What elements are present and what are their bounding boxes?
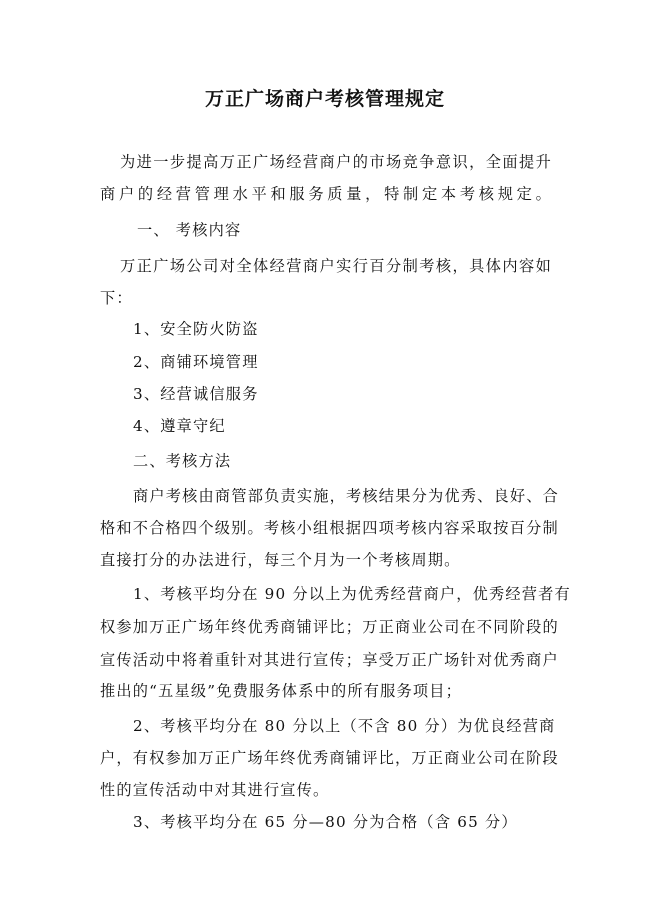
method-line-3: 直接打分的办法进行，每三个月为一个考核周期。 <box>100 551 461 569</box>
section-heading-method: 二、考核方法 <box>133 452 232 470</box>
rule-1-line-1: 1、考核平均分在 90 分以上为优秀经营商户，优秀经营者有 <box>133 585 571 603</box>
method-line-1: 商户考核由商管部负责实施，考核结果分为优秀、良好、合 <box>133 487 560 505</box>
list-item-3: 3、经营诚信服务 <box>133 385 259 403</box>
document-title: 万正广场商户考核管理规定 <box>204 88 445 110</box>
rule-1-line-4: 推出的“五星级”免费服务体系中的所有服务项目； <box>100 682 463 700</box>
list-item-4: 4、遵章守纪 <box>133 417 226 435</box>
intro-line-1: 为进一步提高万正广场经营商户的市场竞争意识，全面提升 <box>120 153 552 171</box>
rule-1-line-2: 权参加万正广场年终优秀商铺评比；万正商业公司在不同阶段的 <box>100 618 559 636</box>
rule-3-line-1: 3、考核平均分在 65 分—80 分为合格（含 65 分） <box>133 813 518 831</box>
rule-2-line-1: 2、考核平均分在 80 分以上（不含 80 分）为优良经营商 <box>133 717 556 735</box>
content-intro-line-1: 万正广场公司对全体经营商户实行百分制考核，具体内容如 <box>120 257 552 275</box>
section-heading-content: 一、 考核内容 <box>137 221 242 239</box>
method-line-2: 格和不合格四个级别。考核小组根据四项考核内容采取按百分制 <box>100 519 559 537</box>
list-item-2: 2、商铺环境管理 <box>133 353 259 371</box>
content-intro-line-2: 下： <box>100 289 133 307</box>
rule-1-line-3: 宣传活动中将着重针对其进行宣传；享受万正广场针对优秀商户 <box>100 651 559 669</box>
list-item-1: 1、安全防火防盗 <box>133 320 259 338</box>
rule-2-line-3: 性的宣传活动中对其进行宣传。 <box>100 781 330 799</box>
intro-line-2: 商户的经营管理水平和服务质量，特制定本考核规定。 <box>100 185 552 203</box>
rule-2-line-2: 户，有权参加万正广场年终优秀商铺评比，万正商业公司在阶段 <box>100 749 559 767</box>
